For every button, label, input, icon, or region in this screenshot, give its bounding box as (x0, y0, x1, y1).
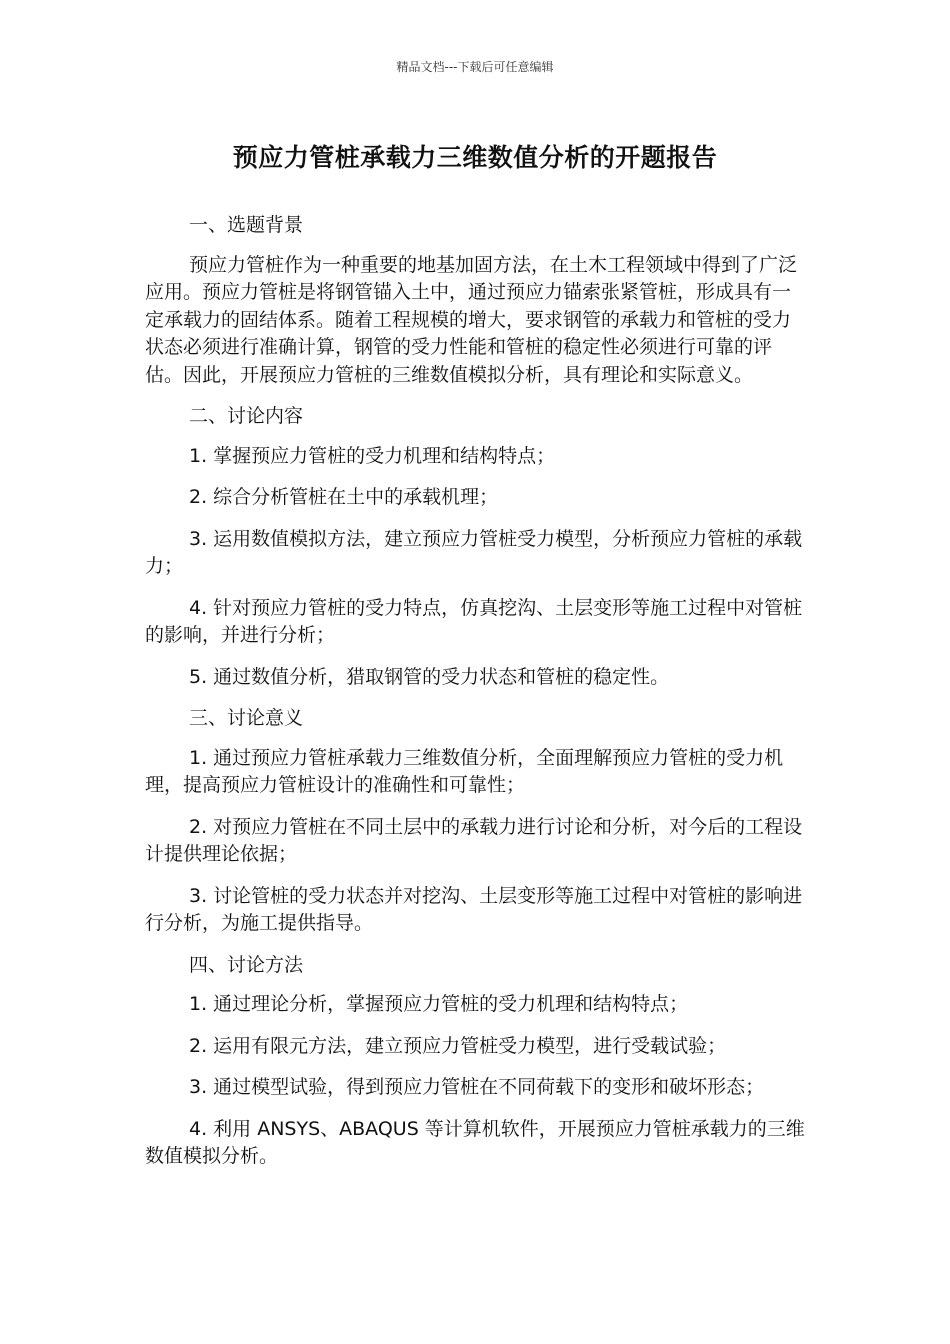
list-item: 3. 运用数值模拟方法，建立预应力管桩受力模型，分析预应力管桩的承载力； (145, 527, 803, 577)
list-item: 4. 针对预应力管桩的受力特点，仿真挖沟、土层变形等施工过程中对管桩的影响，并进行分析； (145, 596, 803, 646)
list-item: 1. 掌握预应力管桩的受力机理和结构特点； (189, 444, 556, 467)
list-item: 3. 通过模型试验，得到预应力管桩在不同荷载下的变形和破坏形态； (189, 1076, 765, 1098)
list-item: 2. 对预应力管桩在不同土层中的承载力进行讨论和分析，对今后的工程设计提供理论依据； (145, 815, 803, 865)
list-item: 2. 综合分析管桩在土中的承载机理； (189, 486, 499, 508)
header-note: 精品文档---下载后可任意编辑 (396, 60, 554, 74)
section-heading-significance: 三、讨论意义 (189, 707, 304, 729)
list-item: 3. 讨论管桩的受力状态并对挖沟、土层变形等施工过程中对管桩的影响进行分析，为施工提供指导。 (145, 884, 803, 934)
list-item: 4. 利用 ANSYS、ABAQUS 等计算机软件，开展预应力管桩承载力的三维数值模拟分析。 (145, 1117, 805, 1167)
section-heading-content: 二、讨论内容 (189, 405, 304, 427)
list-item: 5. 通过数值分析，猎取钢管的受力状态和管桩的稳定性。 (189, 665, 670, 688)
section-heading-methods: 四、讨论方法 (189, 953, 304, 976)
list-item: 2. 运用有限元方法，建立预应力管桩受力模型，进行受载试验； (189, 1034, 727, 1057)
section-heading-background: 一、选题背景 (189, 214, 304, 236)
paragraph: 预应力管桩作为一种重要的地基加固方法，在土木工程领域中得到了广泛应用。预应力管桩是将钢管锚入土中，通过预应力锚索张紧管桩，形成具有一定承载力的固结体系。随着工程规模的增大，要求钢管的承载力和管桩的受力状态必须进行准确计算，钢管的受力性能和管桩的稳定性必须进行可靠的评估。因此，开展预应力管桩的三维数值模拟分析，具有理论和实际意义。 (145, 253, 798, 386)
document-body (145, 212, 805, 1185)
list-item: 1. 通过理论分析，掌握预应力管桩的受力机理和结构特点； (189, 993, 689, 1015)
document-title: 预应力管桩承载力三维数值分析的开题报告 (232, 143, 718, 172)
list-item: 1. 通过预应力管桩承载力三维数值分析，全面理解预应力管桩的受力机理，提高预应力管桩设计的准确性和可靠性； (145, 746, 784, 796)
